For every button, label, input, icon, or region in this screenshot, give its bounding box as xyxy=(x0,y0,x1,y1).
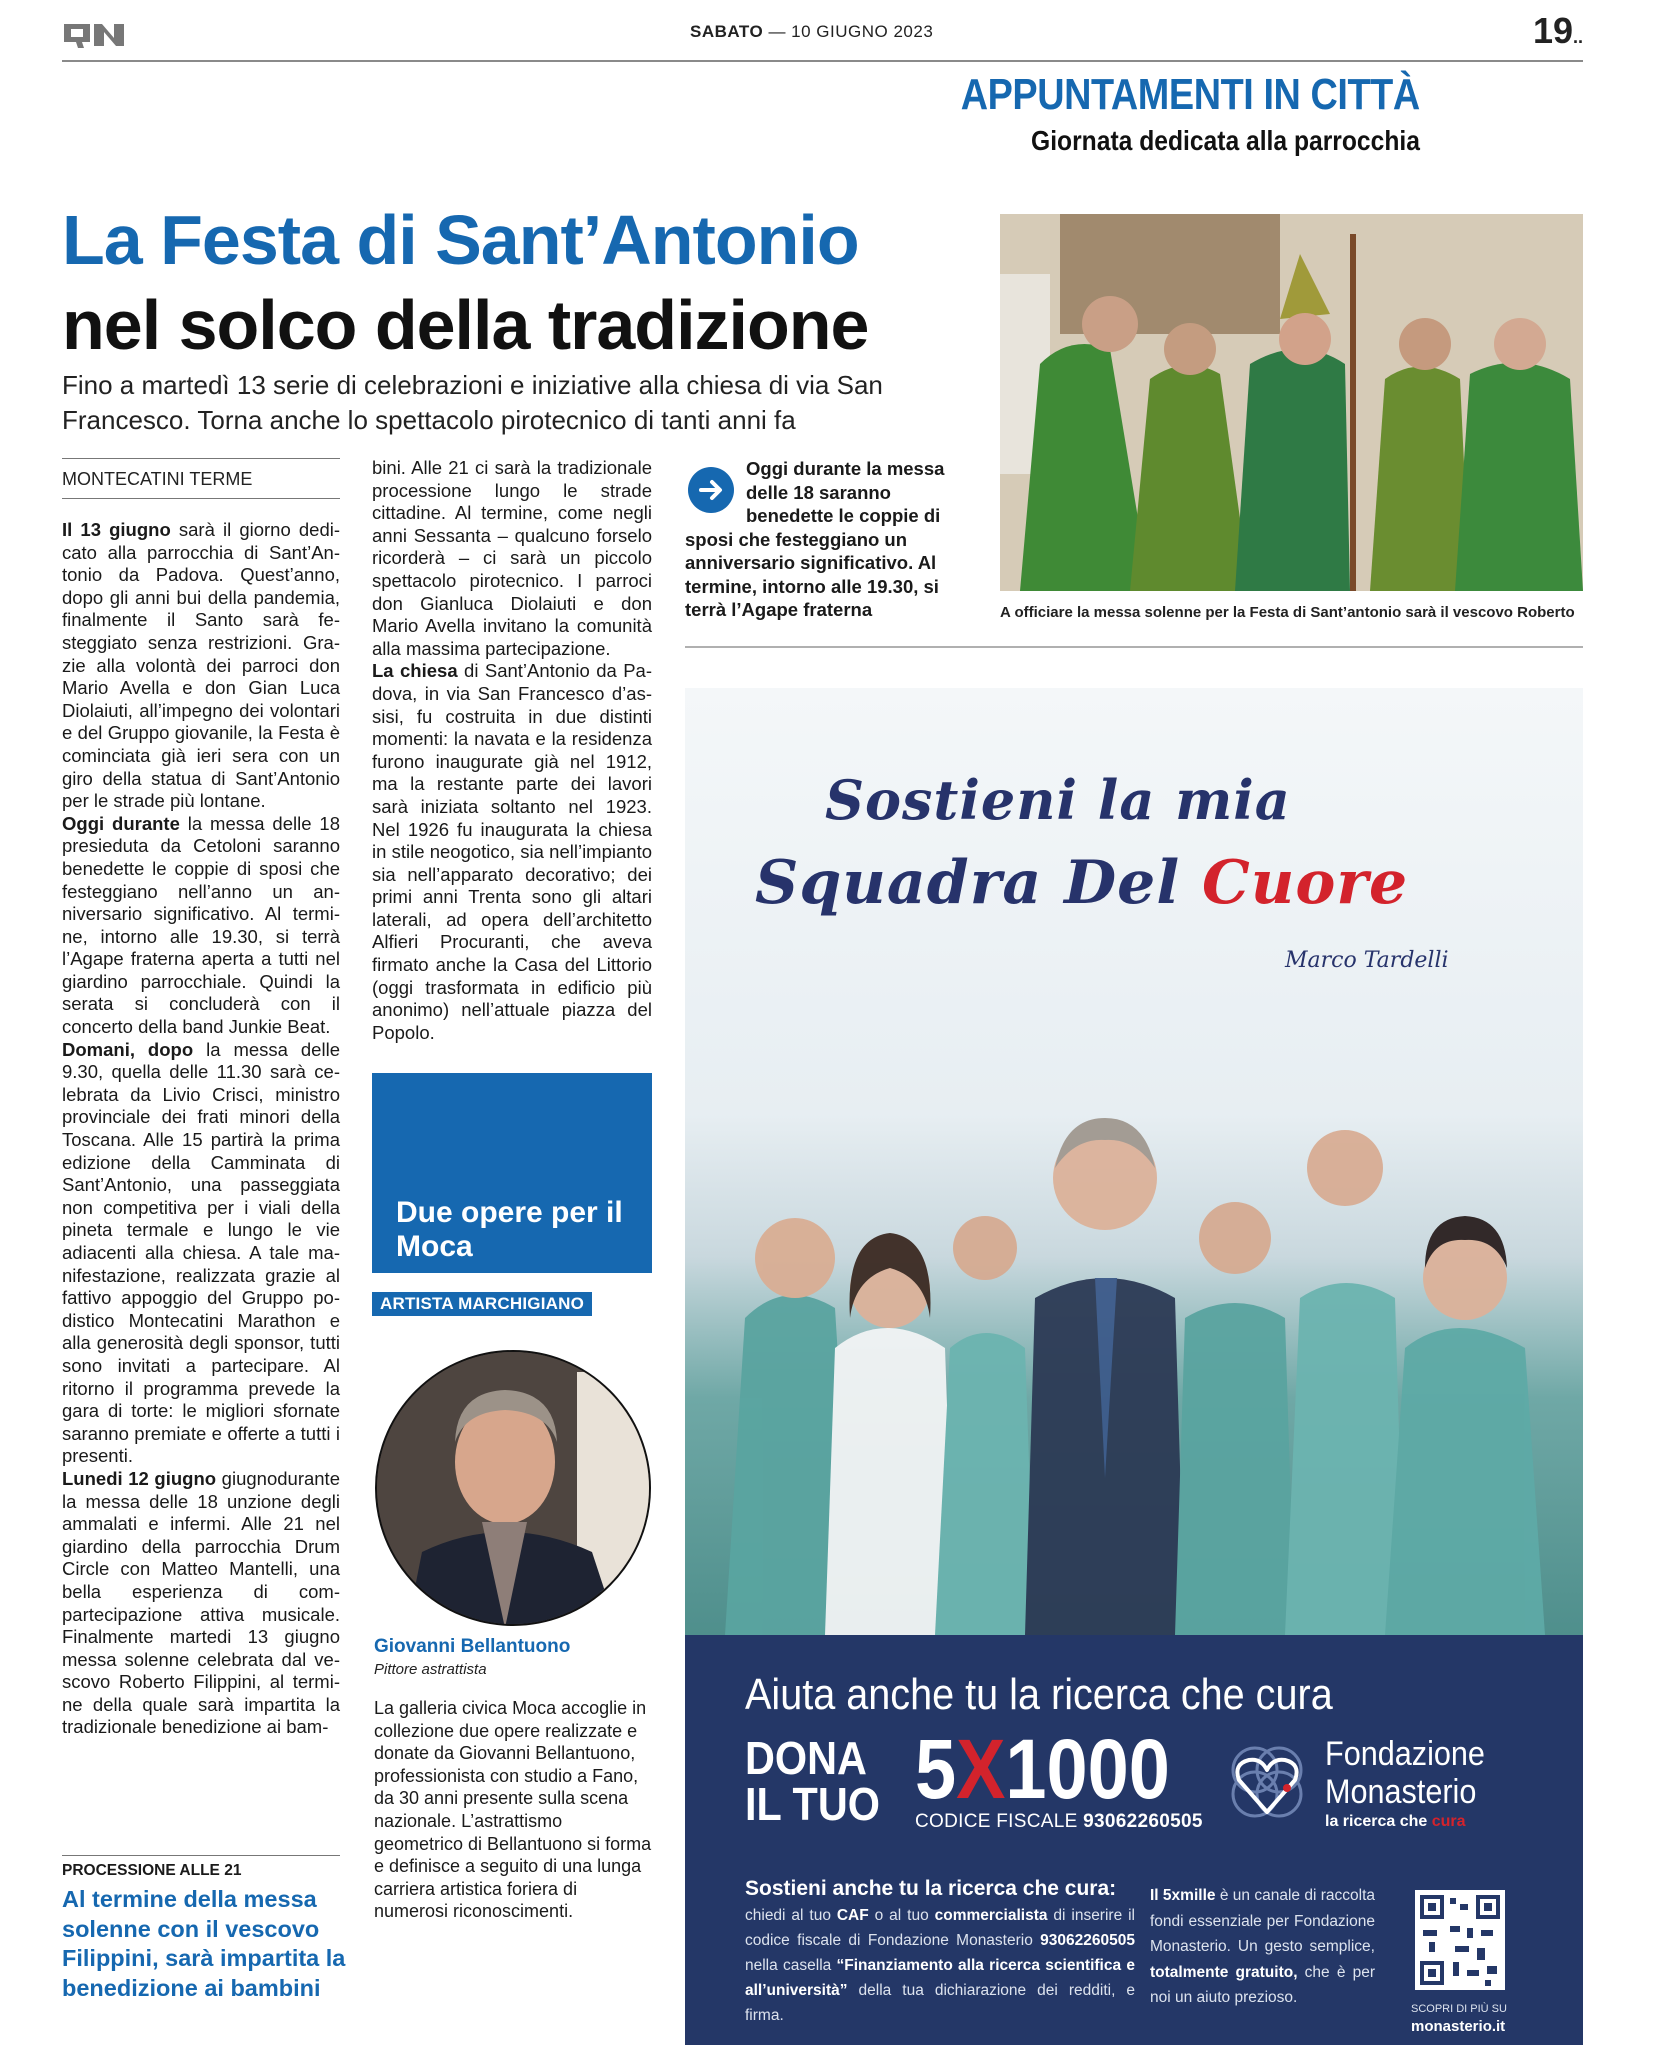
ad-bold: Il 5xmille xyxy=(1150,1887,1216,1904)
ad-bold: 93062260505 xyxy=(1040,1932,1135,1949)
ad-dona-word: DONA xyxy=(745,1732,867,1784)
photo-caption: A officiare la messa solenne per la Festa di Sant’antonio sarà il vescovo Roberto xyxy=(1000,604,1575,621)
paragraph-lead: Oggi durante xyxy=(62,812,180,834)
ad-codice-fiscale xyxy=(915,1811,1203,1833)
artist-portrait xyxy=(375,1350,651,1626)
ad-slogan-line2 xyxy=(755,848,1408,918)
section-subtitle: Giornata dedicata alla parrocchia xyxy=(1031,125,1420,156)
paragraph-lead: Lunedi 12 giugno xyxy=(62,1467,217,1489)
page-dots: .. xyxy=(1572,27,1583,47)
date: — 10 GIUGNO 2023 xyxy=(768,22,934,41)
advertisement xyxy=(685,688,1583,2045)
ad-cf-value: 93062260505 xyxy=(1083,1811,1203,1832)
artist-role: Pittore astrattista xyxy=(374,1661,487,1678)
medical-team-illustration xyxy=(725,1018,1545,1635)
ad-5xmille-info xyxy=(1150,1883,1375,2011)
ad-5x1000 xyxy=(915,1722,1170,1816)
ad-cf-label: CODICE FISCALE xyxy=(915,1811,1084,1832)
moca-title: Due opere per il Moca xyxy=(396,1196,623,1263)
qr-code-icon[interactable] xyxy=(1415,1890,1505,1990)
ad-org-name xyxy=(1325,1735,1485,1811)
sidebar-title: Al termine della messa solenne con il vescovo Filippini, sarà impartita la benedizione ai bambini xyxy=(62,1886,346,2001)
paragraph-text: la messa delle 9.30, quella delle 11.30 sarà celebrata da Livio Crisci, ministro provinciale dei frati minori della Toscana. Alle 15 partirà la prima edizione della Camminata di Sant’Antonio, una passeggiata non competitiva per i viali della pineta termale e lungo le vie adiacenti alla chiesa. A tale manifestazione, realizzata grazie al fattivo appoggio del Gruppo podistico Montecatini Marathon e alla generosità degli sponsor, tutti sono invitati a partecipare. Al ritorno il programma prevede la gara di torte: le migliori sfornate saranno premiate e offerte a tutti i presenti. xyxy=(62,1038,340,1467)
ad-bold: totalmente gratuito, xyxy=(1150,1963,1298,1981)
paragraph-text: la messa delle 18 presieduta da Cetoloni saranno benedette le coppie di sposi che festeggiano nell’anno un anniversario significativo. Al termine, intorno alle 19.30, si terrà l’Agape fraterna aperta a tutti nel giardino parrocchiale. Quindi la serata si concluderà con il concerto della band Junkie Beat. xyxy=(62,812,340,1038)
article-column-2 xyxy=(372,457,652,1044)
page-number-value: 19 xyxy=(1532,10,1573,51)
ad-tagline-a: la ricerca che xyxy=(1325,1813,1432,1830)
ad-text: nella casella xyxy=(745,1957,837,1974)
section-title: APPUNTAMENTI IN CITTÀ xyxy=(960,70,1420,119)
weekday: SABATO xyxy=(690,22,764,41)
qn-logo xyxy=(62,20,126,50)
ad-slogan-line1: Sostieni la mia xyxy=(825,768,1291,832)
callout-text: Oggi durante la messa delle 18 saranno benedette le coppie di sposi che festeggiano un anniversario significativo. Al termine, intorno alle 19.30, si terrà l’Agape fraterna xyxy=(685,458,945,620)
ad-scopri-label: SCOPRI DI PIÙ SU xyxy=(1411,2003,1507,2015)
ad-text: è un canale di raccolta fondi essenziale per Fondazione Monasterio. Un gesto semplice, xyxy=(1150,1887,1375,1955)
ad-text: della tua dichiarazione dei redditi, e firma. xyxy=(745,1982,1135,2024)
header-divider xyxy=(62,60,1583,62)
arrow-right-icon xyxy=(688,467,734,513)
article-column-1 xyxy=(62,519,340,1739)
ad-bold: CAF xyxy=(836,1907,869,1924)
sidebar-divider xyxy=(62,1855,340,1856)
artist-name: Giovanni Bellantuono xyxy=(374,1636,571,1657)
paragraph xyxy=(372,660,652,1044)
ad-instructions xyxy=(745,1875,1135,2028)
paragraph xyxy=(62,1039,340,1468)
paragraph xyxy=(62,813,340,1039)
article-photo xyxy=(1000,214,1583,591)
ad-text: di inserire il codice fiscale di Fondazione Monasterio xyxy=(745,1907,1135,1949)
ad-instructions-lead: Sostieni anche tu la ricerca che cura: xyxy=(745,1877,1117,1900)
ad-org-line2: Monasterio xyxy=(1325,1773,1477,1811)
ad-slogan-cuore: Cuore xyxy=(1202,848,1409,918)
moca-kicker: ARTISTA MARCHIGIANO xyxy=(372,1292,592,1316)
ad-tagline-b: cura xyxy=(1431,1813,1466,1830)
artist-portrait-illustration xyxy=(377,1352,651,1626)
sidebar-kicker: PROCESSIONE ALLE 21 xyxy=(62,1862,242,1879)
paragraph-text: di Sant’Antonio da Padova, in via San Francesco d’assisi, fu costruita in due distinti momenti: la navata e la residenza furono inaugurate già nel 1912, ma la restante parte dei lavori sarà iniziata soltanto nel 1923. Nel 1926 fu inaugurata la chiesa in stile neogotico, sia nell’impianto sia nell’apparato decorativo; dei primi anni Trenta sono gli altari laterali, ad opera dell’architetto Alfieri Procuranti, che aveva firmato anche la Casa del Littorio (oggi trasformata in edificio più anonimo) nell’attuale piazza del Popolo. xyxy=(372,660,652,1043)
heart-logo-icon xyxy=(1225,1740,1309,1824)
page-number xyxy=(1533,10,1583,52)
ad-donation-panel xyxy=(685,1635,1583,2045)
paragraph xyxy=(372,457,652,660)
paragraph xyxy=(62,1468,340,1739)
paragraph-lead: Domani, dopo xyxy=(62,1038,194,1060)
ad-signature: Marco Tardelli xyxy=(1285,948,1449,973)
paragraph-lead: Il 13 giugno xyxy=(62,519,171,540)
callout-quote xyxy=(685,457,970,622)
headline-line2: nel solco della tradizione xyxy=(62,286,869,364)
ad-bold: commercialista xyxy=(934,1907,1048,1924)
article-dateline: MONTECATINI TERME xyxy=(62,458,340,499)
ad-dona xyxy=(745,1732,880,1830)
ad-x: X xyxy=(956,1722,1006,1816)
ad-thousand: 1000 xyxy=(1005,1722,1170,1816)
clergy-photo-illustration xyxy=(1000,214,1583,591)
ad-text: che è per noi un aiuto prezioso. xyxy=(1150,1963,1376,2006)
ad-slogan-part: Squadra Del xyxy=(755,848,1202,918)
paragraph-text: giugnodurante la messa delle 18 unzione degli ammalati e infermi. Alle 21 nel giardino della parrocchia Drum Circle con Matteo Mantelli, una bella esperienza di compartecipazione attiva musicale. Finalmente martedi 13 giugno messa solenne celebrata dal vescovo Roberto Filippini, al termine della quale sarà impartita la tradizionale benedizione ai bam- xyxy=(62,1467,340,1738)
ad-text: o al tuo xyxy=(868,1907,935,1924)
paragraph xyxy=(62,519,340,813)
paragraph-lead: La chiesa xyxy=(372,660,458,682)
ad-bold: “Finanziamento alla ricerca scientifica e all’università” xyxy=(745,1957,1135,1999)
ad-five: 5 xyxy=(915,1722,957,1816)
ad-il-tuo: IL TUO xyxy=(745,1778,880,1830)
headline-line1: La Festa di Sant’Antonio xyxy=(62,201,859,279)
moca-text: La galleria civica Moca accoglie in collezione due opere realizzate e donate da Giovanni Bellantuono, professionista con studio a Fano, da 30 anni presente sulla scena nazionale. L’astrattismo geometrico di Bellantuono si forma e definisce a seguito di una lunga carriera artistica foriera di numerosi riconoscimenti. xyxy=(374,1698,652,1922)
ad-text: chiedi al tuo xyxy=(745,1907,837,1924)
ad-headline: Aiuta anche tu la ricerca che cura xyxy=(745,1670,1333,1719)
article-summary: Fino a martedì 13 serie di celebrazioni e iniziative alla chiesa di via San Francesco. Torna anche lo spettacolo pirotecnico di tanti anni fa xyxy=(62,370,883,436)
paragraph-text: bini. Alle 21 ci sarà la tradizionale processione lungo le strade cittadine. Al termine, come negli anni Sessanta – qualcuno forselo ricorderà – ci sarà un piccolo spettacolo pirotecnico. I parroci don Gianluca Diolaiuti e don Mario Avella invitano la comunità alla massima partecipazione. xyxy=(372,457,652,659)
ad-org-line1: Fondazione xyxy=(1325,1735,1485,1773)
qn-logo-icon xyxy=(62,20,126,50)
photo-divider xyxy=(685,646,1583,648)
ad-website-link[interactable]: monasterio.it xyxy=(1411,2018,1506,2035)
ad-tagline xyxy=(1325,1813,1466,1831)
paragraph-text: sarà il giorno dedicato alla parrocchia di Sant’Antonio da Padova. Quest’anno, dopo gli anni bui della pandemia, finalmente il Santo sarà festeggiato senza restrizioni. Grazie alla volontà dei parroci don Mario Avella e don Gian Luca Diolaiuti, all’impegno dei volontari e del Gruppo giovanile, la Festa è cominciata già ieri sera con un giro della statua di Sant’Antonio per le strade più lontane. xyxy=(62,519,341,812)
issue-date xyxy=(690,22,933,42)
